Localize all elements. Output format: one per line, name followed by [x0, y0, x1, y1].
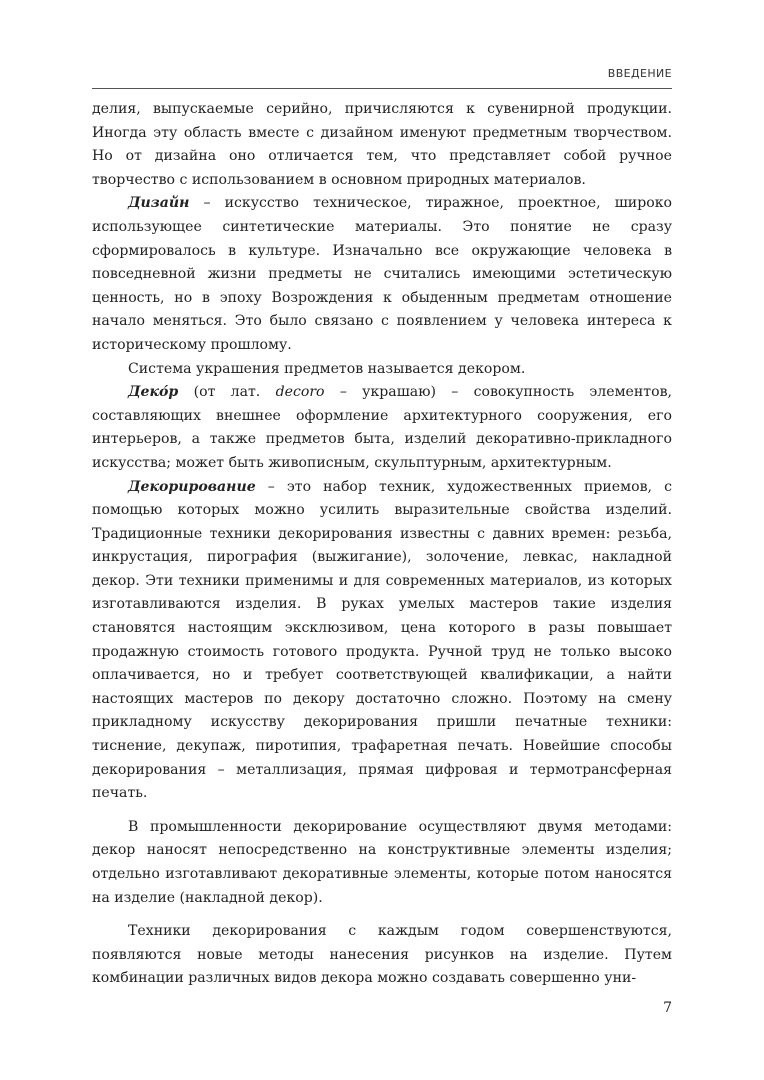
paragraph-2 — [92, 192, 672, 357]
term-decor: Деко́р — [128, 384, 179, 401]
paragraph-4-text-after: – украшаю) – совокупность элементов, составляющих внешнее оформление архитектурного сооружения, его интерьеров, а также предметов быта, изделий декоративно-прикладного искусства; может быть живописным, скульптурным, архитектурным. — [92, 384, 672, 471]
header-divider — [92, 88, 672, 89]
latin-word: decoro — [275, 384, 325, 401]
paragraph-4 — [92, 381, 672, 475]
paragraph-3: Система украшения предметов называется декором. — [128, 360, 526, 377]
term-design: Дизайн — [128, 195, 190, 212]
paragraph-2-text: – искусство техническое, тиражное, проектное, широко использующее синтетические материалы. Это понятие не сразу сформировалось в культуре. Изначально все окружающие человека в повседневной жизни предметы не считались имеющими эстетическую ценность, но в эпоху Возрождения к обыденным предметам отношение начало меняться. Это было связано с появлением у человека интереса к историческому прошлому. — [92, 195, 672, 353]
running-head: ВВЕДЕНИЕ — [607, 67, 672, 80]
paragraph-7: Техники декорирования с каждым годом совершенствуются, появляются новые методы нанесения рисунков на изделие. Путем комбинации различных видов декора можно создавать совершенно уни- — [92, 923, 672, 987]
paragraph-1: делия, выпускаемые серийно, причисляются к сувенирной продукции. Иногда эту область вместе с дизайном именуют предметным творчеством. Но от дизайна оно отличается тем, что представляет собой ручное творчество с использованием в основном природных материалов. — [92, 101, 672, 188]
paragraph-5 — [92, 476, 672, 806]
page-number: 7 — [663, 1000, 672, 1016]
body-text — [92, 98, 672, 991]
term-decorating: Декорирование — [128, 478, 256, 495]
paragraph-5-text: – это набор техник, художественных приемов, с помощью которых можно усилить выразительные свойства изделий. Традиционные техники декорирования известны с давних времен: резьба, инкрустация, пирография (выжигание), золочение, левкас, накладной декор. Эти техники применимы и для современных материалов, из которых изготавливаются изделия. В руках умелых мастеров такие изделия становятся настоящим эксклюзивом, цена которого в разы повышает продажную стоимость готового продукта. Ручной труд не только высоко оплачивается, но и требует соответствующей квалификации, а найти настоящих мастеров по декору достаточно сложно. Поэтому на смену прикладному искусству декорирования пришли печатные техники: тиснение, декупаж, пиротипия, трафаретная печать. Новейшие способы декорирования – металлизация, прямая цифровая и термотрансферная печать. — [92, 478, 672, 802]
paragraph-6: В промышленности декорирование осуществляют двумя методами: декор наносят непосредственно на конструктивные элементы изделия; отдельно изготавливают декоративные элементы, которые потом наносятся на изделие (накладной декор). — [92, 818, 672, 906]
paragraph-4-text-before: (от лат. — [178, 384, 276, 401]
